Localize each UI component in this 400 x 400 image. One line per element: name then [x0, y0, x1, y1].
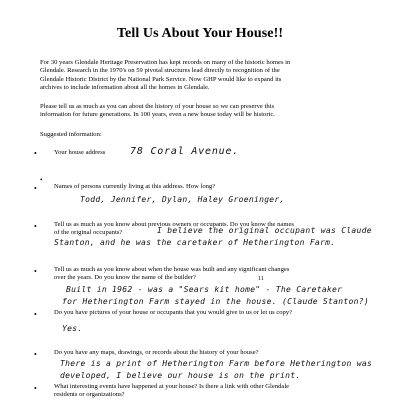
question-line: Tell us as much as you know about previous owners or occupants. Do you know the names	[54, 221, 294, 228]
answer-address: 78 Coral Avenue.	[130, 146, 240, 157]
bullet-icon: •	[34, 267, 37, 276]
bullet-icon: •	[34, 222, 37, 231]
page-title: Tell Us About Your House!!	[116, 26, 284, 41]
bullet-icon: •	[34, 350, 37, 359]
question-pictures	[54, 309, 384, 317]
question-events	[54, 383, 384, 400]
stray-mark: •	[40, 176, 43, 184]
intro-paragraph	[40, 59, 370, 93]
please-line: information for future generations. In 100 years, even a new house today will be historic.	[40, 111, 275, 119]
intro-line: For 30 years Glendale Heritage Preservation has kept records on many of the historic homes in	[40, 59, 291, 66]
answer-built-line2: for Hetherington Farm stayed in the house. (Claude Stanton?)	[62, 297, 369, 306]
question-maps: Do you have any maps, drawings, or records about the history of your house?	[54, 349, 259, 356]
question-line: What interesting events have happened at your house? Is there a link with other Glendale	[54, 383, 290, 390]
bullet-icon: •	[34, 310, 37, 319]
please-line: Please tell us as much as you can about the history of your house so we can preserve this	[40, 103, 275, 110]
bullet-icon: •	[34, 149, 37, 158]
bullet-icon: •	[34, 384, 37, 393]
intro-line: Glendale Historic District by the National Park Service. Now GHP would like to expand its	[40, 75, 282, 83]
answer-owners-inline: I believe the original occupant was Claude	[157, 226, 372, 235]
question-line: over the years. Do you know the name of the builder?	[54, 274, 196, 282]
answer-pictures: Yes.	[62, 324, 83, 333]
question-built	[54, 266, 384, 283]
question-line: Tell us as much as you know about when the house was built and any significant changes	[54, 266, 290, 273]
answer-maps-line1: There is a print of Hetherington Farm before Hetherington was	[60, 359, 373, 368]
please-paragraph	[40, 103, 370, 120]
answer-maps-line2: developed, I believe our house is on the print.	[60, 371, 301, 380]
intro-line: archives to include information about all the homes in Glendale.	[40, 84, 210, 92]
question-line: of the original occupants?	[54, 229, 123, 237]
bullet-icon: •	[34, 184, 37, 193]
answer-persons: Todd, Jennifer, Dylan, Haley Groeninger,	[80, 195, 285, 204]
question-line: Do you have pictures of your house or occupants that you would give to us or let us copy?	[54, 309, 293, 316]
answer-owners-line2: Stanton, and he was the caretaker of Hetherington Farm.	[54, 238, 336, 247]
answer-built-mark: 11	[258, 276, 264, 282]
answer-built-line1: Built in 1962 - was a "Sears kit home" - The Caretaker	[66, 285, 343, 294]
suggested-heading: Suggested information:	[40, 131, 102, 138]
intro-line: Glendale. Research in the 1970's on 59 pivotal structures lead directly to recognition of the	[40, 67, 280, 75]
question-persons: Names of persons currently living at this address. How long?	[54, 183, 216, 190]
question-address: Your house address	[54, 149, 106, 156]
question-line: residents or organizations?	[54, 391, 125, 399]
